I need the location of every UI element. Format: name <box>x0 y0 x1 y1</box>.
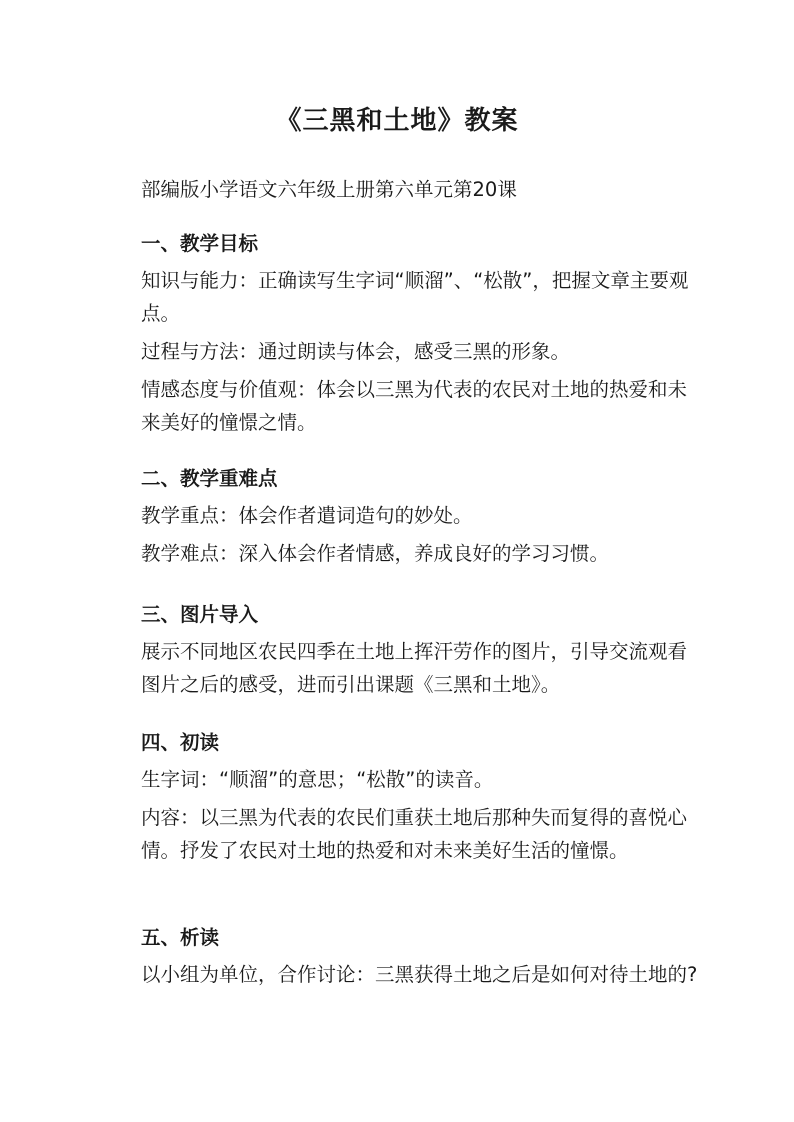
section-paragraph: 生字词：“顺溜”的意思；“松散”的读音。 <box>141 768 494 791</box>
section-paragraph: 教学难点：深入体会作者情感，养成良好的学习习惯。 <box>141 542 610 565</box>
section-analysis-reading <box>141 924 701 996</box>
section-heading: 三、图片导入 <box>141 603 259 626</box>
section-paragraph: 情感态度与价值观：体会以三黑为代表的农民对土地的热爱和未来美好的憧憬之情。 <box>141 378 688 434</box>
section-heading: 四、初读 <box>141 731 220 754</box>
section-heading: 一、教学目标 <box>141 232 259 255</box>
section-paragraph: 以小组为单位，合作讨论：三黑获得土地之后是如何对待土地的? <box>141 963 698 986</box>
section-heading: 二、教学重难点 <box>141 467 278 490</box>
document-title: 《三黑和土地》教案 <box>275 106 519 136</box>
section-heading: 五、析读 <box>141 926 220 949</box>
document-subtitle: 部编版小学语文六年级上册第六单元第20课 <box>141 178 517 201</box>
section-paragraph: 知识与能力：正确读写生字词“顺溜”、“松散”，把握文章主要观点。 <box>141 269 689 325</box>
section-teaching-goals <box>141 230 701 444</box>
section-first-reading <box>141 729 701 872</box>
section-paragraph: 内容：以三黑为代表的农民们重获土地后那种失而复得的喜悦心情。抒发了农民对土地的热爱和对未来美好生活的憧憬。 <box>141 806 688 862</box>
section-paragraph: 教学重点：体会作者遣词造句的妙处。 <box>141 504 473 527</box>
section-picture-intro <box>141 601 701 706</box>
section-paragraph: 过程与方法：通过朗读与体会，感受三黑的形象。 <box>141 340 571 363</box>
section-paragraph: 展示不同地区农民四季在土地上挥汗劳作的图片，引导交流观看图片之后的感受，进而引出课题《三黑和土地》。 <box>141 640 688 696</box>
section-key-points <box>141 465 701 575</box>
